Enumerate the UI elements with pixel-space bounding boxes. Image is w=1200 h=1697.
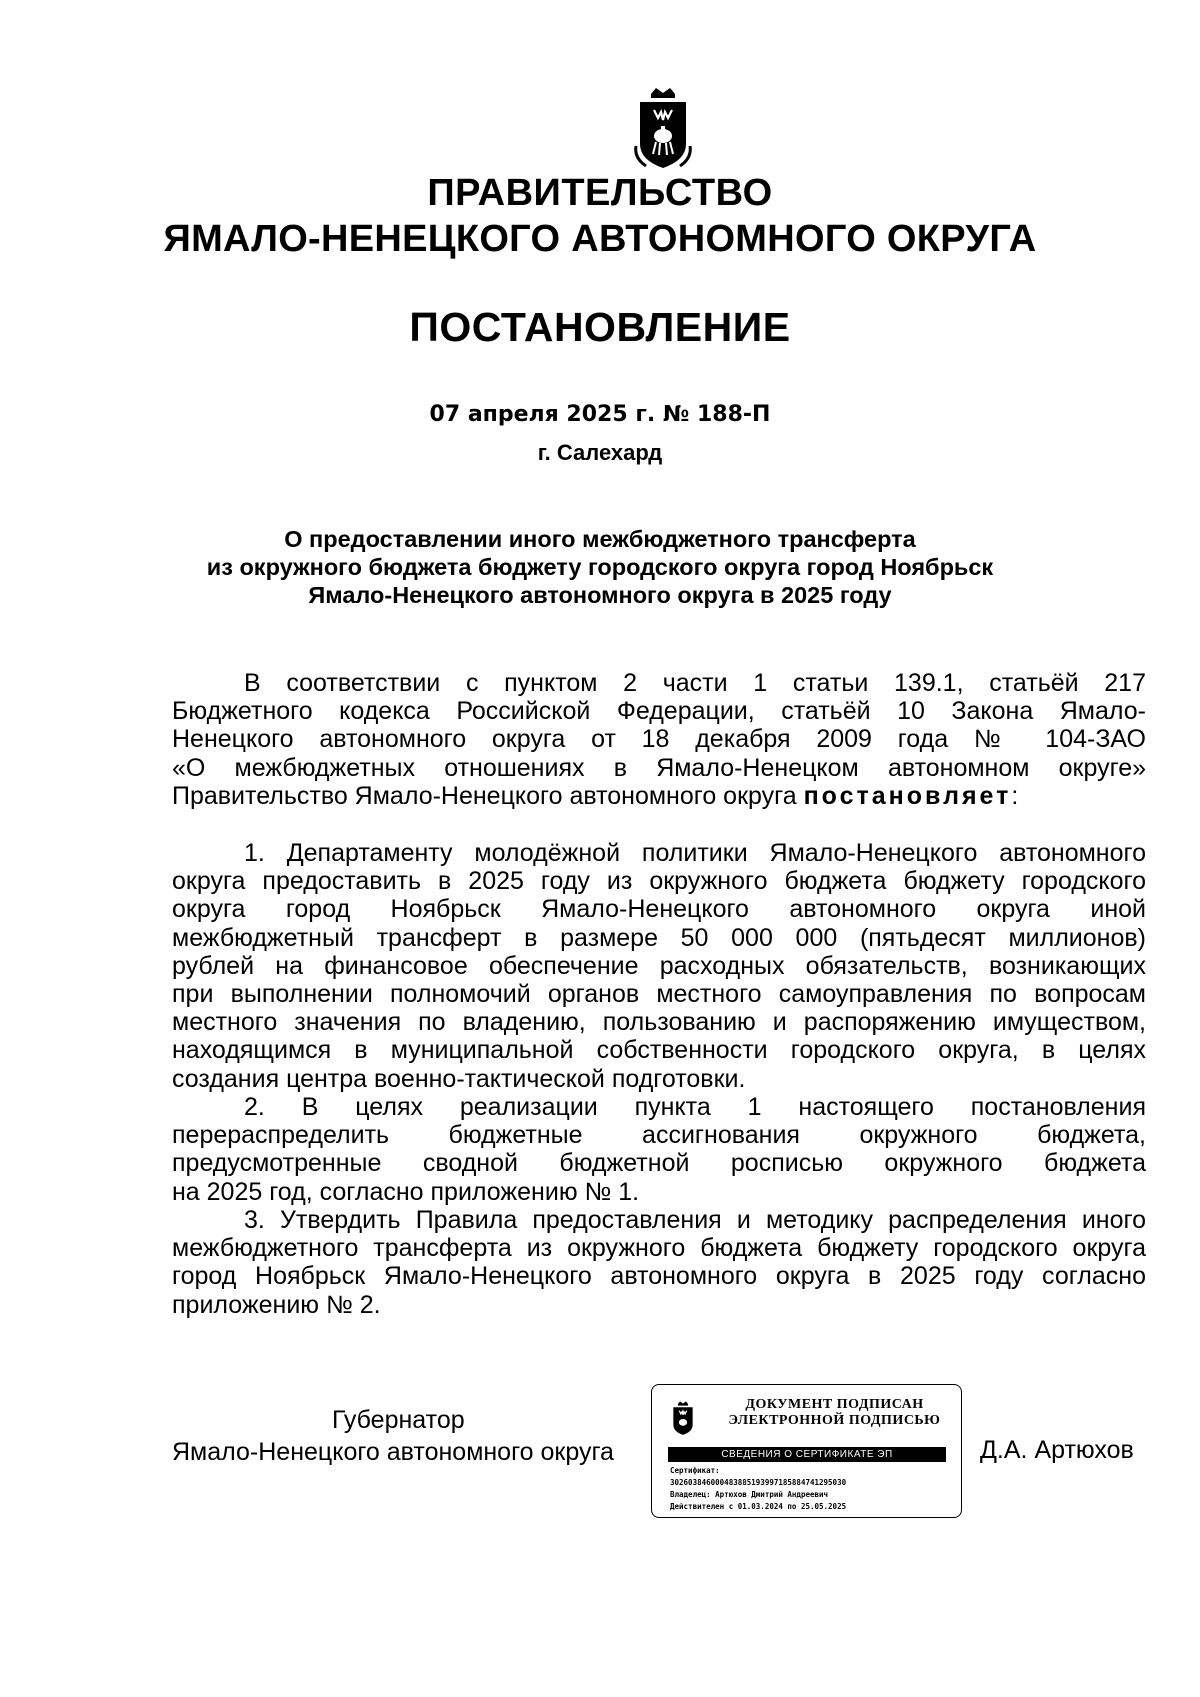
item-line: 2. В целях реализации пункта 1 настоящего постановления (244, 1093, 1146, 1121)
decree-word: постановляет (803, 781, 1012, 810)
document-date-number: 07 апреля 2025 г. № 188-П (429, 402, 771, 427)
signatory-position (172, 1404, 642, 1468)
item-1 (172, 839, 1146, 1093)
decree-colon: : (1011, 781, 1019, 810)
signatory-region: Ямало-Ненецкого автономного округа (172, 1438, 614, 1466)
certificate-validity: Действителен с 01.03.2024 по 25.05.2025 (670, 1502, 847, 1511)
coat-of-arms-icon (632, 88, 694, 172)
item-line: находящимся в муниципальной собственности городского округа, в целях (172, 1036, 1146, 1065)
stamp-title (712, 1397, 957, 1429)
item-line: приложению № 2. (172, 1290, 381, 1319)
preamble-last-line (172, 782, 1146, 810)
item-3 (172, 1206, 1146, 1319)
item-line: межбюджетного трансферта из окружного бюджета бюджету городского округа (172, 1234, 1146, 1263)
preamble (172, 669, 1146, 810)
item-line: город Ноябрьск Ямало-Ненецкого автономного округа в 2025 году согласно (172, 1262, 1146, 1291)
item-2 (172, 1093, 1146, 1206)
document-type: ПОСТАНОВЛЕНИЕ (409, 304, 791, 350)
signatory-title: Губернатор (332, 1406, 465, 1434)
stamp-title-line: ДОКУМЕНТ ПОДПИСАН (745, 1397, 924, 1412)
item-line: межбюджетный трансферт в размере 50 000 000 (пятьдесят миллионов) (172, 923, 1146, 952)
signatory-name: Д.А. Артюхов (980, 1436, 1134, 1464)
item-line: перераспределить бюджетные ассигнования окружного бюджета, (172, 1121, 1146, 1150)
certificate-info-bar: СВЕДЕНИЯ О СЕРТИФИКАТЕ ЭП (668, 1447, 946, 1462)
item-line: рублей на финансовое обеспечение расходных обязательств, возникающих (172, 951, 1146, 980)
electronic-signature-stamp (651, 1384, 962, 1518)
item-line: округа город Ноябрьск Ямало-Ненецкого автономного округа иной (172, 895, 1146, 924)
government-region: ЯМАЛО-НЕНЕЦКОГО АВТОНОМНОГО ОКРУГА (163, 218, 1037, 260)
item-line: местного значения по владению, пользованию и распоряжению имуществом, (172, 1008, 1146, 1037)
certificate-number: 302603846000483885193997185884741295030 (670, 1478, 847, 1487)
item-line: 3. Утвердить Правила предоставления и методику распределения иного (244, 1206, 1146, 1234)
item-line: создания центра военно-тактической подготовки. (172, 1064, 746, 1093)
item-line: предусмотренные сводной бюджетной росписью окружного бюджета (172, 1149, 1146, 1178)
certificate-owner: Владелец: Артюхов Дмитрий Андреевич (670, 1490, 829, 1499)
subject-line: О предоставлении иного межбюджетного трансферта (284, 526, 916, 552)
item-line: при выполнении полномочий органов местного самоуправления по вопросам (172, 980, 1146, 1009)
item-line: на 2025 год, согласно приложению № 1. (172, 1177, 640, 1206)
stamp-title-line: ЭЛЕКТРОННОЙ ПОДПИСЬЮ (728, 1413, 941, 1428)
certificate-label: Сертификат: (670, 1466, 720, 1475)
preamble-text: Правительство Ямало-Ненецкого автономного округа (172, 781, 804, 810)
subject-line: из окружного бюджета бюджету городского округа город Ноябрьск (206, 554, 994, 580)
preamble-line: В соответствии с пунктом 2 части 1 статьи 139.1, статьёй 217 (244, 669, 1146, 697)
item-line: 1. Департаменту молодёжной политики Ямало-Ненецкого автономного (244, 839, 1146, 867)
government-title: ПРАВИТЕЛЬСТВО (427, 172, 773, 214)
document-city: г. Салехард (537, 440, 663, 465)
certificate-details (670, 1465, 846, 1513)
coat-of-arms-icon (670, 1399, 696, 1439)
subject-line: Ямало-Ненецкого автономного округа в 2025 году (308, 582, 892, 608)
preamble-line: Бюджетного кодекса Российской Федерации, статьёй 10 Закона Ямало- (172, 697, 1146, 726)
preamble-line: «О межбюджетных отношениях в Ямало-Ненецком автономном округе» (172, 753, 1146, 782)
preamble-line: Ненецкого автономного округа от 18 декабря 2009 года № 104-ЗАО (172, 725, 1146, 754)
item-line: округа предоставить в 2025 году из окружного бюджета бюджету городского (172, 867, 1146, 896)
